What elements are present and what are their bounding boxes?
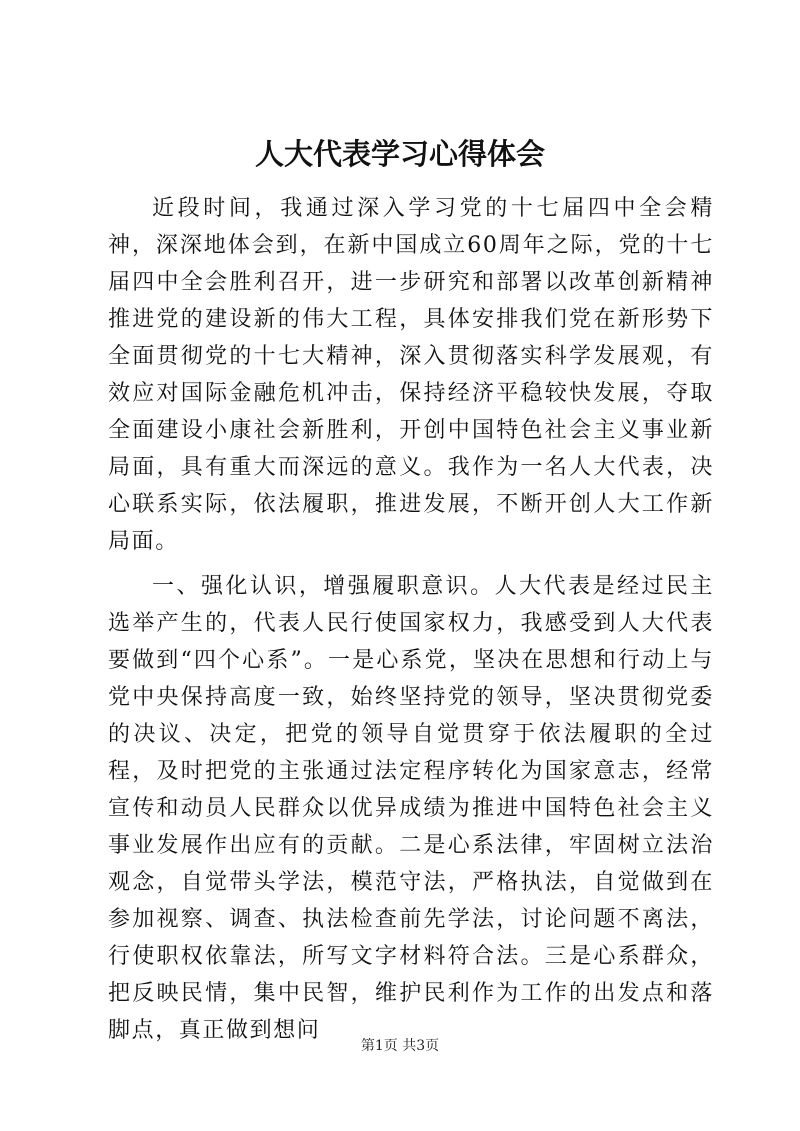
page-footer: 第1页 共3页 xyxy=(360,1038,440,1054)
page-title: 人大代表学习心得体会 xyxy=(254,137,545,171)
paragraph-intro: 近段时间，我通过深入学习党的十七届四中全会精神，深深地体会到，在新中国成立60周年之际，党的十七届四中全会胜利召开，进一步研究和部署以改革创新精神推进党的建设新的伟大工程，具体安排我们党在新形势下全面贯彻党的十七大精神，深入贯彻落实科学发展观，有效应对国际金融危机冲击，保持经济平稳较快发展，夺取全面建设小康社会新胜利，开创中国特色社会主义事业新局面，具有重大而深远的意义。我作为一名人大代表，决心联系实际，依法履职，推进发展，不断开创人大工作新局面。 xyxy=(108,196,714,554)
document-body xyxy=(108,190,714,1049)
paragraph-section-one: 一、强化认识，增强履职意识。人大代表是经过民主选举产生的，代表人民行使国家权力，我感受到人大代表要做到“四个心系”。一是心系党，坚决在思想和行动上与党中央保持高度一致，始终坚持党的领导，坚决贯彻党委的决议、决定，把党的领导自觉贯穿于依法履职的全过程，及时把党的主张通过法定程序转化为国家意志，经常宣传和动员人民群众以优异成绩为推进中国特色社会主义事业发展作出应有的贡献。二是心系法律，牢固树立法治观念，自觉带头学法，模范守法，严格执法，自觉做到在参加视察、调查、执法检查前先学法，讨论问题不离法，行使职权依靠法，所写文字材料符合法。三是心系群众，把反映民情，集中民智，维护民利作为工作的出发点和落脚点，真正做到想问 xyxy=(108,574,714,1043)
